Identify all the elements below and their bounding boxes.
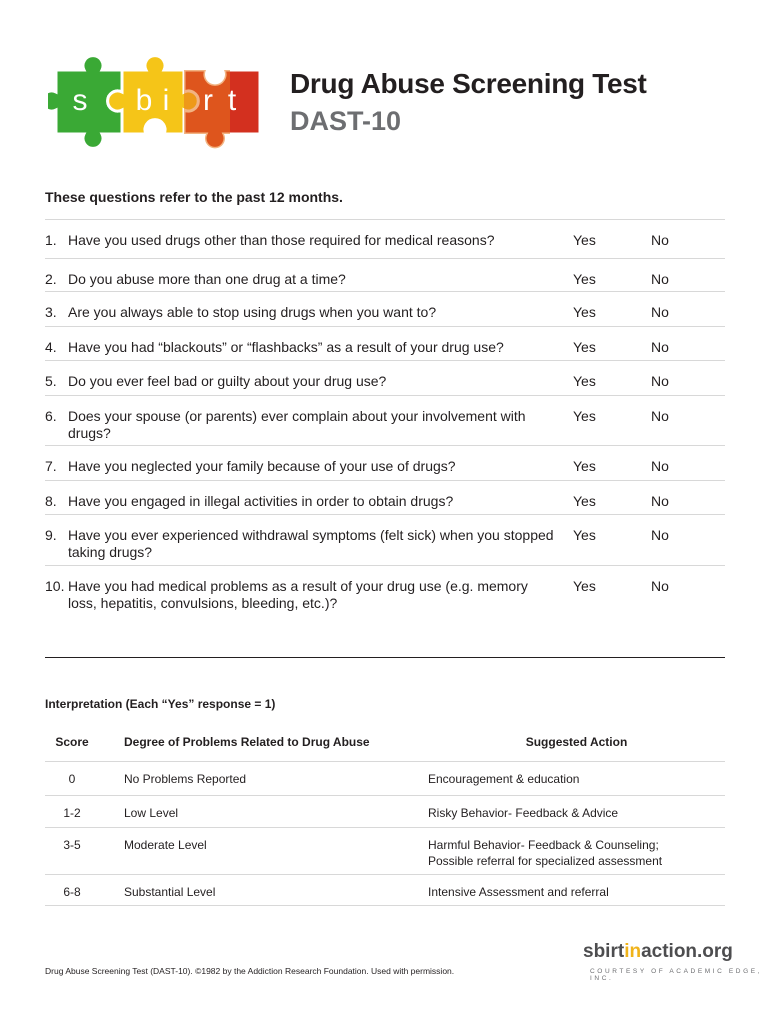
yes-option[interactable]: Yes [573,304,596,320]
question-row [45,396,725,446]
score-cell: 6-8 [63,885,81,899]
no-option[interactable]: No [651,458,669,474]
question-number: 1. [45,232,57,248]
logo-letter-i: i [162,84,170,117]
question-number: 3. [45,304,57,320]
no-option[interactable]: No [651,232,669,248]
question-row [45,566,725,616]
yes-option[interactable]: Yes [573,458,596,474]
yes-option[interactable]: Yes [573,578,596,594]
yes-option[interactable]: Yes [573,493,596,509]
yes-option[interactable]: Yes [573,271,596,287]
yes-option[interactable]: Yes [573,339,596,355]
yes-option[interactable]: Yes [573,232,596,248]
question-text: Have you had “blackouts” or “flashbacks” as a result of your drug use? [68,339,504,355]
site-name-start: sbirt [583,941,625,962]
site-name-accent: in [624,941,642,962]
sbirt-logo [48,52,268,152]
action-cell: Risky Behavior- Feedback & Advice [428,806,619,820]
action-cell: Intensive Assessment and referral [428,885,609,899]
site-name-end: action.org [641,941,733,962]
score-cell: 0 [68,772,76,786]
table-row [45,875,725,906]
action-header: Suggested Action [525,735,628,749]
question-row [45,361,725,396]
interpretation-heading: Interpretation (Each “Yes” response = 1) [45,697,276,711]
no-option[interactable]: No [651,493,669,509]
yes-option[interactable]: Yes [573,408,596,424]
question-number: 8. [45,493,57,509]
footer-citation: Drug Abuse Screening Test (DAST-10). ©1982 by the Addiction Research Foundation. Used with permission. [45,966,455,976]
degree-cell: Substantial Level [124,885,216,899]
question-text: Do you ever feel bad or guilty about your drug use? [68,373,387,389]
question-text: Have you engaged in illegal activities in order to obtain drugs? [68,493,454,509]
question-text: Have you had medical problems as a result of your drug use (e.g. memory loss, hepatitis, convulsions, bleeding, etc.)? [68,578,528,611]
question-row [45,259,725,292]
question-row [45,327,725,361]
yes-option[interactable]: Yes [573,373,596,389]
logo-letter-r: r [203,84,213,117]
no-option[interactable]: No [651,304,669,320]
page-title: Drug Abuse Screening Test [290,68,647,99]
question-number: 2. [45,271,57,287]
score-header: Score [55,735,89,749]
degree-cell: No Problems Reported [124,772,247,786]
logo-letter-b: b [135,84,153,117]
question-number: 4. [45,339,57,355]
degree-cell: Moderate Level [124,838,207,852]
score-cell: 1-2 [63,806,81,820]
score-table [45,735,725,906]
action-line-1: Harmful Behavior- Feedback & Counseling; [428,838,659,852]
section-divider [45,657,725,658]
score-cell: 3-5 [63,838,81,852]
action-line-2: Possible referral for specialized assessment [428,854,663,868]
table-row [45,762,725,796]
table-row [45,828,725,875]
intro-text: These questions refer to the past 12 months. [45,189,343,205]
logo-letter-t: t [227,84,237,117]
no-option[interactable]: No [651,527,669,543]
question-text: Are you always able to stop using drugs when you want to? [68,304,437,320]
question-row [45,292,725,327]
question-row [45,515,725,566]
yes-option[interactable]: Yes [573,527,596,543]
score-table-header [45,735,725,762]
page-subtitle: DAST-10 [290,106,402,136]
action-cell: Encouragement & education [428,772,580,786]
question-number: 10. [45,578,65,594]
no-option[interactable]: No [651,578,669,594]
degree-header: Degree of Problems Related to Drug Abuse [124,735,370,749]
question-number: 6. [45,408,57,424]
question-text: Have you used drugs other than those required for medical reasons? [68,232,495,248]
question-number: 5. [45,373,57,389]
questions-list [45,219,725,616]
question-row [45,481,725,515]
question-text: Do you abuse more than one drug at a time? [68,271,346,287]
no-option[interactable]: No [651,271,669,287]
header [0,0,770,180]
degree-cell: Low Level [124,806,179,820]
question-text: Have you neglected your family because of your use of drugs? [68,458,456,474]
question-number: 9. [45,527,57,543]
action-cell [428,837,725,874]
question-text: Does your spouse (or parents) ever complain about your involvement with drugs? [68,408,526,441]
question-row [45,446,725,481]
table-row [45,796,725,828]
logo-letter-s: s [72,84,88,117]
no-option[interactable]: No [651,408,669,424]
question-number: 7. [45,458,57,474]
question-row [45,220,725,259]
no-option[interactable]: No [651,339,669,355]
question-text: Have you ever experienced withdrawal symptoms (felt sick) when you stopped taking drugs? [68,527,554,560]
no-option[interactable]: No [651,373,669,389]
courtesy-line: COURTESY OF ACADEMIC EDGE, INC. [590,968,763,982]
site-logo[interactable] [583,941,733,963]
